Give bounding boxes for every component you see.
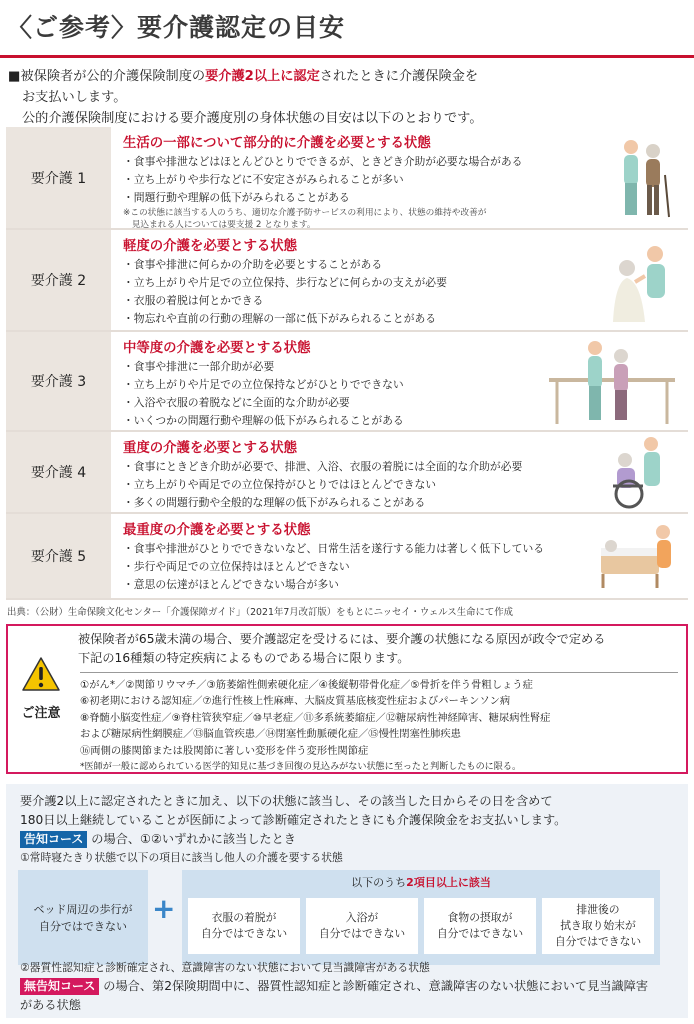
- caution-box: [6, 624, 688, 774]
- rehabilitation-bars-illustration-icon: [547, 338, 677, 426]
- list-item: ・多くの問題行動や全般的な理解の低下がみられることがある: [123, 496, 426, 509]
- list-item: ・立ち上がりや両足での立位保持がひとりではほとんどできない: [123, 478, 437, 491]
- list-item: ・歩行や両足での立位保持はほとんどできない: [123, 560, 350, 573]
- list-item: ・問題行動や理解の低下がみられることがある: [123, 191, 350, 204]
- care-level-row: [6, 230, 688, 332]
- list-item: ・入浴や衣服の着脱などに全面的な介助が必要: [123, 396, 350, 409]
- bedridden-care-illustration-icon: [597, 522, 675, 592]
- plus-icon: +: [152, 892, 176, 925]
- care-level-label: 要介護 3: [6, 332, 111, 430]
- care-level-row: [6, 514, 688, 600]
- care-level-heading: 中等度の介護を必要とする状態: [123, 341, 311, 356]
- list-item: ・立ち上がりや片足での立位保持、歩行などに何らかの支えが必要: [123, 276, 447, 289]
- condition-cell-eating: 食物の摂取が 自分ではできない: [424, 898, 536, 954]
- condition-cell-dressing: 衣服の着脱が 自分ではできない: [188, 898, 300, 954]
- care-level-label: 要介護 2: [6, 230, 111, 330]
- intro-line1-post: されたときに介護保険金を: [319, 69, 479, 84]
- caution-lead-line1: 被保険者が65歳未満の場合、要介護認定を受けるには、要介護の状態になる原因が政令で定める: [78, 632, 606, 646]
- page-title: 〈ご参考〉要介護認定の目安: [7, 13, 346, 42]
- intro-text: [8, 66, 688, 129]
- intro-line3: 公的介護保険制度における要介護度別の身体状態の目安は以下のとおりです。: [22, 111, 483, 126]
- care-level-note: 見込まれる人については要支援 2 となります。: [123, 220, 316, 230]
- notified-course-text: の場合、①②いずれかに該当したとき: [91, 832, 296, 846]
- care-level-heading: 軽度の介護を必要とする状態: [123, 239, 298, 254]
- list-item: ・いくつかの問題行動や理解の低下がみられることがある: [123, 414, 404, 427]
- care-level-row: [6, 332, 688, 432]
- condition-2-text: ②器質性認知症と診断確定され、意識障害のない状態において見当識障害がある状態: [20, 961, 430, 974]
- list-item: ・食事にときどき介助が必要で、排泄、入浴、衣服の着脱には全面的な介助が必要: [123, 460, 523, 473]
- title-bar: [0, 0, 694, 58]
- caregiver-dressing-illustration-icon: [605, 242, 675, 324]
- specified-disease-list: [80, 677, 684, 775]
- bed-walking-condition-box: [18, 870, 148, 965]
- care-level-note: ※この状態に該当する人のうち、適切な介護予防サービスの利用により、状態の維持や改善が: [123, 208, 487, 218]
- no-notification-course-badge: 無告知コース: [20, 978, 99, 995]
- source-note: 出典：（公財）生命保険文化センター「介護保障ガイド」（2021年7月改訂版）をもとにニッセイ・ウェルス生命にて作成: [7, 607, 513, 618]
- intro-line1-highlight: 要介護2以上に認定: [205, 69, 320, 84]
- list-item: ・食事や排泄などはほとんどひとりでできるが、ときどき介助が必要な場合がある: [123, 155, 523, 168]
- list-item: ⑧脊髄小脳変性症／⑨脊柱管狭窄症／⑩早老症／⑪多系統萎縮症／⑫糖尿病性神経障害、糖尿病性腎症: [80, 711, 551, 724]
- two-or-more-conditions-box: [182, 870, 660, 965]
- caution-lead-line2: 下記の16種類の特定疾病によるものである場合に限ります。: [78, 651, 410, 665]
- conditions-box-title-highlight: 2項目以上に該当: [406, 876, 491, 889]
- list-item: ・立ち上がりや片足での立位保持などがひとりでできない: [123, 378, 404, 391]
- list-item: ⑥初老期における認知症／⑦進行性核上性麻痺、大脳皮質基底核変性症およびパーキンソン病: [80, 695, 511, 708]
- care-level-table: [6, 127, 688, 600]
- list-item: ・立ち上がりや歩行などに不安定さがみられることが多い: [123, 173, 404, 186]
- list-item: ・衣服の着脱は何とかできる: [123, 294, 264, 307]
- list-item: ・意思の伝達がほとんどできない場合が多い: [123, 578, 339, 591]
- care-level-heading: 最重度の介護を必要とする状態: [123, 523, 311, 538]
- special-paragraph-line1: 要介護2以上に認定されたときに加え、以下の状態に該当し、その該当した日からその日を含めて: [20, 794, 553, 808]
- intro-line2: お支払いします。: [22, 90, 127, 105]
- intro-line1-pre: ■被保険者が公的介護保険制度の: [8, 69, 206, 84]
- condition-cell-toileting: 排泄後の 拭き取り始末が 自分ではできない: [542, 898, 654, 954]
- list-item: ⑯両側の膝関節または股関節に著しい変形を伴う変形性関節症: [80, 744, 369, 757]
- care-level-label: 要介護 1: [6, 127, 111, 228]
- list-item: ・食事や排泄がひとりでできないなど、日常生活を遂行する能力は著しく低下している: [123, 542, 545, 555]
- wheelchair-illustration-icon: [601, 434, 673, 510]
- condition-1-text: ①常時寝たきり状態で以下の項目に該当し他人の介護を要する状態: [20, 851, 343, 864]
- list-item: ・食事や排泄に一部介助が必要: [123, 360, 275, 373]
- care-level-row: [6, 127, 688, 230]
- no-notification-course-text-line2: がある状態: [20, 998, 81, 1012]
- special-condition-panel: [6, 784, 688, 1018]
- list-item: および糖尿病性網膜症／⑬脳血管疾患／⑭閉塞性動脈硬化症／⑮慢性閉塞性肺疾患: [80, 728, 461, 741]
- elderly-walking-illustration-icon: [611, 135, 671, 223]
- conditions-box-title-pre: 以下のうち: [351, 876, 407, 889]
- list-item: ・食事や排泄に何らかの介助を必要とすることがある: [123, 258, 383, 271]
- care-level-row: [6, 432, 688, 514]
- caution-title: ご注意: [21, 706, 61, 721]
- care-level-heading: 重度の介護を必要とする状態: [123, 441, 298, 456]
- divider: [80, 672, 678, 673]
- care-level-label: 要介護 5: [6, 514, 111, 598]
- notified-course-badge: 告知コース: [20, 831, 87, 848]
- care-level-heading: 生活の一部について部分的に介護を必要とする状態: [123, 136, 431, 151]
- bed-walking-line1: ベッド周辺の歩行が: [33, 902, 133, 916]
- special-paragraph-line2: 180日以上継続していることが医師によって診断確定されたときにも介護保険金をお支払いします。: [20, 813, 567, 827]
- caution-footnote: *医師が一般に認められている医学的知見に基づき回復の見込みがない状態に至ったと判断したものに限る。: [80, 762, 522, 773]
- list-item: ・物忘れや直前の行動の理解の一部に低下がみられることがある: [123, 312, 437, 325]
- care-level-label: 要介護 4: [6, 432, 111, 512]
- no-notification-course-text: の場合、第2保険期間中に、器質性認知症と診断確定され、意識障害のない状態において見当識障害: [103, 979, 649, 993]
- bed-walking-line2: 自分ではできない: [39, 919, 127, 933]
- list-item: ①がん*／②関節リウマチ／③筋萎縮性側索硬化症／④後縦靭帯骨化症／⑤骨折を伴う骨粗しょう症: [80, 679, 533, 691]
- warning-triangle-icon: [21, 656, 61, 692]
- condition-cell-bathing: 入浴が 自分ではできない: [306, 898, 418, 954]
